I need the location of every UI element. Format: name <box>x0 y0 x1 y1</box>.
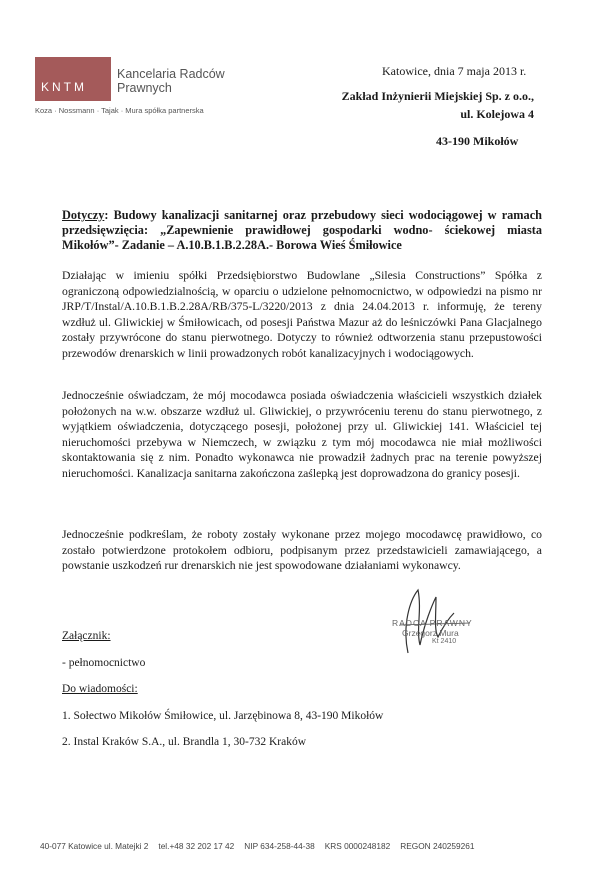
cc-item-2: 2. Instal Kraków S.A., ul. Brandla 1, 30-732 Kraków <box>62 736 307 748</box>
footer-krs: KRS 0000248182 <box>324 841 391 851</box>
subject-text: : Budowy kanalizacji sanitarnej oraz przebudowy sieci wodociągowej w ramach przedsięwzięcia: „Zapewnienie prawidłowej gospodarki wodno- ściekowej miasta Mikołów”- Zadanie – A.10.B.1.B.2.28A.- Borowa Wieś Śmiłowice <box>62 208 542 252</box>
stamp-name: Grzegorz Mura <box>402 628 459 638</box>
attachment-item: - pełnomocnictwo <box>62 657 146 669</box>
cc-item-1: 1. Sołectwo Mikołów Śmiłowice, ul. Jarzębinowa 8, 43-190 Mikołów <box>62 710 384 722</box>
footer-nip: NIP 634-258-44-38 <box>244 841 315 851</box>
stamp-title: RADCA PRAWNY <box>392 618 473 628</box>
logo-letters: KNTM <box>41 80 87 94</box>
recipient-name: Zakład Inżynierii Miejskiej Sp. z o.o., <box>341 89 534 103</box>
footer-phone: tel.+48 32 202 17 42 <box>158 841 235 851</box>
attachments-label: Załącznik: <box>62 630 111 642</box>
body-paragraph-3: Jednocześnie podkreślam, że roboty zostały wykonane przez mojego mocodawcę prawidłowo, co zostało potwierdzone protokołem odbioru, podpisanym przez przedstawicieli zamawiającego, a powstanie uszkodzeń rur drenarskich nie jest spowodowane działaniami wykonawcy. <box>62 528 542 572</box>
firm-name: Kancelaria Radców Prawnych <box>117 67 225 95</box>
firm-partners: Koza · Nossmann · Tajak · Mura spółka partnerska <box>35 106 204 115</box>
stamp-number: Kt 2410 <box>432 638 457 645</box>
subject-label: Dotyczy <box>62 208 105 222</box>
recipient-address <box>342 87 534 123</box>
date-line: Katowice, dnia 7 maja 2013 r. <box>382 64 527 78</box>
body-paragraph-1: Działając w imieniu spółki Przedsiębiorstwo Budowlane „Silesia Constructions” Spółka z ograniczoną odpowiedzialnością, w oparciu o udzielone pełnomocnictwo, w odpowiedzi na pismo nr JRP/T/Instal/A.10.B.1.B.2.28A/RB/375-L/3220/2013 z dnia 24.04.2013 r. informuję, że tereny wzdłuż ul. Gliwickiej w Śmiłowicach, od posesji Państwa Mazur aż do leśniczówki Pana Glacjalnego zostały przywrócone do stanu pierwotnego. Dotyczy to również odtworzenia stanu przepustowości przewodów drenarskich w linii prowadzonych robót kanalizacyjnych i wodociągowych. <box>62 269 542 360</box>
logo-block <box>35 57 111 101</box>
lawyer-stamp <box>392 618 473 645</box>
footer-address: 40-077 Katowice ul. Matejki 2 <box>40 841 149 851</box>
recipient-city: 43-190 Mikołów <box>436 134 519 148</box>
subject-line <box>62 208 542 253</box>
footer-regon: REGON 240259261 <box>400 841 475 851</box>
cc-label: Do wiadomości: <box>62 683 138 695</box>
recipient-street: ul. Kolejowa 4 <box>460 107 534 121</box>
body-paragraph-2: Jednocześnie oświadczam, że mój mocodawca posiada oświadczenia właścicieli wszystkich działek położonych na w.w. obszarze wzdłuż ul. Gliwickiej, o przywróceniu terenu do stanu pierwotnego, z wyjątkiem oświadczenia, dotyczącego posesji, położonej przy ul. Gliwickiej 141. Właściciel tej nieruchomości przebywa w Niemczech, w związku z tym mój mocodawca nie miał możliwości skontaktowania się z nim. Ponadto wykonawca nie prowadził żadnych prac na terenie powyższej nieruchomości. Kanalizacja sanitarna zakończona zaślepką jest doprowadzona do granicy posesji. <box>62 389 542 480</box>
footer <box>40 841 560 851</box>
